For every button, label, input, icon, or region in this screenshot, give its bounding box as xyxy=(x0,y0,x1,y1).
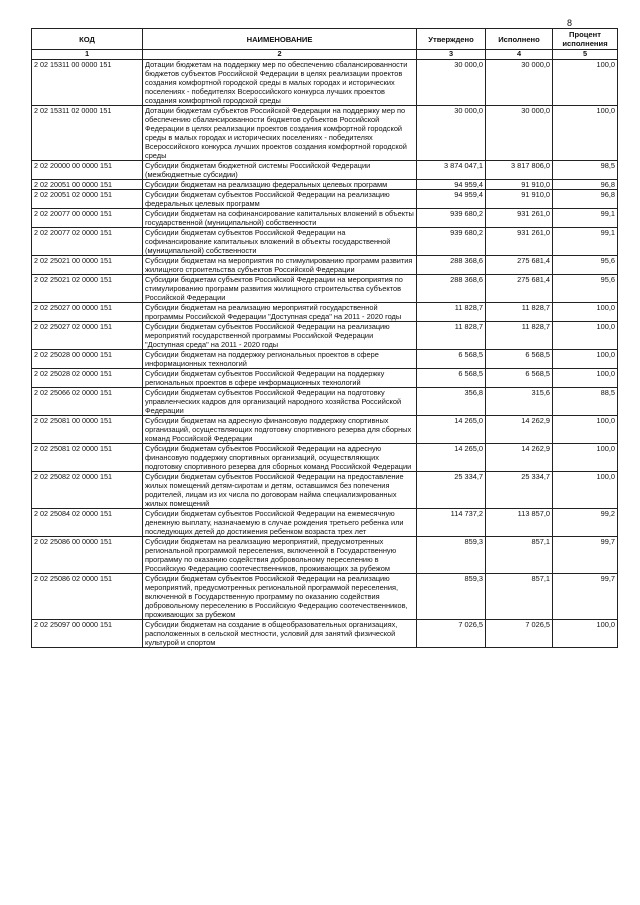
budget-table xyxy=(31,28,618,648)
row-approved: 859,3 xyxy=(417,537,486,574)
row-approved: 859,3 xyxy=(417,574,486,620)
table-row xyxy=(32,106,618,161)
row-name: Субсидии бюджетам субъектов Российской Федерации на предоставление жилых помещений детям-сиротам и детям, оставшимся без попечения родителей, лицам из их числа по договорам найма специализированных жилых помещений xyxy=(143,472,417,509)
row-executed: 14 262,9 xyxy=(486,444,553,472)
row-executed: 3 817 806,0 xyxy=(486,161,553,180)
row-name: Субсидии бюджетам субъектов Российской Федерации на ежемесячную денежную выплату, назначаемую в случае рождения третьего ребенка или последующих детей до достижения ребенком возраста трех лет xyxy=(143,509,417,537)
row-code: 2 02 25028 00 0000 151 xyxy=(32,350,143,369)
row-percent: 96,8 xyxy=(553,180,618,190)
row-percent: 96,8 xyxy=(553,190,618,209)
header-code: КОД xyxy=(32,29,143,50)
row-executed: 275 681,4 xyxy=(486,275,553,303)
table-row xyxy=(32,620,618,648)
row-approved: 288 368,6 xyxy=(417,275,486,303)
table-row xyxy=(32,472,618,509)
header-row xyxy=(32,29,618,50)
row-percent: 100,0 xyxy=(553,444,618,472)
row-code: 2 02 25021 00 0000 151 xyxy=(32,256,143,275)
row-executed: 7 026,5 xyxy=(486,620,553,648)
row-name: Субсидии бюджетам субъектов Российской Федерации на адресную финансовую поддержку спортивных организаций, осуществляющих подготовку спортивного резерва для сборных команд Российской Федерации xyxy=(143,444,417,472)
header-percent: Процент исполнения xyxy=(553,29,618,50)
row-code: 2 02 25086 00 0000 151 xyxy=(32,537,143,574)
row-percent: 100,0 xyxy=(553,60,618,106)
row-code: 2 02 25028 02 0000 151 xyxy=(32,369,143,388)
row-code: 2 02 25021 02 0000 151 xyxy=(32,275,143,303)
row-executed: 25 334,7 xyxy=(486,472,553,509)
column-number-row xyxy=(32,50,618,60)
row-approved: 114 737,2 xyxy=(417,509,486,537)
row-name: Дотации бюджетам субъектов Российской Федерации на поддержку мер по обеспечению сбалансированности бюджетов субъектов Российской Федерации в целях реализации проектов создания комфортной городской среды в малых городах и исторических поселениях - победителях Всероссийского конкурса лучших проектов создания комфортной городской среды xyxy=(143,106,417,161)
table-row xyxy=(32,190,618,209)
row-name: Субсидии бюджетам на реализацию федеральных целевых программ xyxy=(143,180,417,190)
row-name: Субсидии бюджетам субъектов Российской Федерации на подготовку управленческих кадров для организаций народного хозяйства Российской Федерации xyxy=(143,388,417,416)
row-executed: 113 857,0 xyxy=(486,509,553,537)
row-approved: 14 265,0 xyxy=(417,416,486,444)
row-percent: 99,1 xyxy=(553,209,618,228)
row-executed: 6 568,5 xyxy=(486,350,553,369)
row-percent: 100,0 xyxy=(553,350,618,369)
row-code: 2 02 20051 02 0000 151 xyxy=(32,190,143,209)
row-name: Субсидии бюджетам субъектов Российской Федерации на мероприятия по стимулированию программ развития жилищного строительства субъектов Российской Федерации xyxy=(143,275,417,303)
row-executed: 14 262,9 xyxy=(486,416,553,444)
row-executed: 315,6 xyxy=(486,388,553,416)
table-row xyxy=(32,322,618,350)
row-code: 2 02 25086 02 0000 151 xyxy=(32,574,143,620)
header-name: НАИМЕНОВАНИЕ xyxy=(143,29,417,50)
row-approved: 7 026,5 xyxy=(417,620,486,648)
row-executed: 30 000,0 xyxy=(486,60,553,106)
row-percent: 95,6 xyxy=(553,275,618,303)
row-approved: 30 000,0 xyxy=(417,60,486,106)
row-percent: 100,0 xyxy=(553,322,618,350)
table-row xyxy=(32,256,618,275)
row-percent: 88,5 xyxy=(553,388,618,416)
row-code: 2 02 25066 02 0000 151 xyxy=(32,388,143,416)
row-name: Субсидии бюджетам на реализацию мероприятий, предусмотренных региональной программой переселения, включенной в Государственную программу по оказанию содействия добровольному переселению в Российскую Федерацию соотечественников, проживающих за рубежом xyxy=(143,537,417,574)
row-percent: 99,1 xyxy=(553,228,618,256)
row-approved: 6 568,5 xyxy=(417,350,486,369)
row-name: Субсидии бюджетам субъектов Российской Федерации на поддержку региональных проектов в сфере информационных технологий xyxy=(143,369,417,388)
row-percent: 98,5 xyxy=(553,161,618,180)
row-name: Субсидии бюджетам субъектов Российской Федерации на софинансирование капитальных вложений в объекты государственной (муниципальной) собственности xyxy=(143,228,417,256)
table-row xyxy=(32,416,618,444)
row-executed: 275 681,4 xyxy=(486,256,553,275)
table-row xyxy=(32,303,618,322)
column-number: 2 xyxy=(143,50,417,60)
row-executed: 857,1 xyxy=(486,574,553,620)
row-percent: 100,0 xyxy=(553,620,618,648)
row-percent: 100,0 xyxy=(553,472,618,509)
row-name: Субсидии бюджетам на поддержку региональных проектов в сфере информационных технологий xyxy=(143,350,417,369)
row-name: Субсидии бюджетам субъектов Российской Федерации на реализацию мероприятий государственной программы Российской Федерации "Доступная среда" на 2011 - 2020 годы xyxy=(143,322,417,350)
row-executed: 11 828,7 xyxy=(486,322,553,350)
row-percent: 99,7 xyxy=(553,537,618,574)
row-name: Субсидии бюджетам субъектов Российской Федерации на реализацию федеральных целевых программ xyxy=(143,190,417,209)
row-name: Субсидии бюджетам субъектов Российской Федерации на реализацию мероприятий, предусмотренных региональной программой переселения, включенной в Государственную программу по оказанию содействия добровольному переселению в Российскую Федерацию соотечественников, проживающих за рубежом xyxy=(143,574,417,620)
row-percent: 95,6 xyxy=(553,256,618,275)
table-row xyxy=(32,180,618,190)
row-name: Субсидии бюджетам на создание в общеобразовательных организациях, расположенных в сельской местности, условий для занятий физической культурой и спортом xyxy=(143,620,417,648)
row-code: 2 02 25082 02 0000 151 xyxy=(32,472,143,509)
table-row xyxy=(32,509,618,537)
row-approved: 11 828,7 xyxy=(417,303,486,322)
row-percent: 99,7 xyxy=(553,574,618,620)
row-name: Субсидии бюджетам на адресную финансовую поддержку спортивных организаций, осуществляющих подготовку спортивного резерва для сборных команд Российской Федерации xyxy=(143,416,417,444)
row-approved: 30 000,0 xyxy=(417,106,486,161)
table-row xyxy=(32,161,618,180)
row-code: 2 02 20077 00 0000 151 xyxy=(32,209,143,228)
row-approved: 6 568,5 xyxy=(417,369,486,388)
row-code: 2 02 15311 00 0000 151 xyxy=(32,60,143,106)
row-code: 2 02 25027 02 0000 151 xyxy=(32,322,143,350)
row-code: 2 02 25081 00 0000 151 xyxy=(32,416,143,444)
row-name: Субсидии бюджетам на реализацию мероприятий государственной программы Российской Федерации "Доступная среда" на 2011 - 2020 годы xyxy=(143,303,417,322)
column-number: 5 xyxy=(553,50,618,60)
table-row xyxy=(32,275,618,303)
row-approved: 14 265,0 xyxy=(417,444,486,472)
page-number: 8 xyxy=(567,18,573,28)
row-name: Субсидии бюджетам бюджетной системы Российской Федерации (межбюджетные субсидии) xyxy=(143,161,417,180)
row-executed: 11 828,7 xyxy=(486,303,553,322)
row-percent: 100,0 xyxy=(553,369,618,388)
row-code: 2 02 15311 02 0000 151 xyxy=(32,106,143,161)
row-executed: 6 568,5 xyxy=(486,369,553,388)
header-approved: Утверждено xyxy=(417,29,486,50)
table-row xyxy=(32,60,618,106)
row-approved: 94 959,4 xyxy=(417,180,486,190)
row-approved: 356,8 xyxy=(417,388,486,416)
table-row xyxy=(32,350,618,369)
row-executed: 931 261,0 xyxy=(486,209,553,228)
row-executed: 931 261,0 xyxy=(486,228,553,256)
row-approved: 939 680,2 xyxy=(417,209,486,228)
table-row xyxy=(32,574,618,620)
row-name: Дотации бюджетам на поддержку мер по обеспечению сбалансированности бюджетов субъектов Российской Федерации в целях реализации проектов создания комфортной городской среды в малых городах и исторических поселениях - победителях Всероссийского конкурса лучших проектов создания комфортной городской среды xyxy=(143,60,417,106)
row-code: 2 02 20000 00 0000 151 xyxy=(32,161,143,180)
row-percent: 99,2 xyxy=(553,509,618,537)
column-number: 4 xyxy=(486,50,553,60)
row-code: 2 02 25027 00 0000 151 xyxy=(32,303,143,322)
row-executed: 91 910,0 xyxy=(486,180,553,190)
table-row xyxy=(32,537,618,574)
row-executed: 30 000,0 xyxy=(486,106,553,161)
column-number: 1 xyxy=(32,50,143,60)
table-row xyxy=(32,209,618,228)
row-approved: 94 959,4 xyxy=(417,190,486,209)
row-approved: 288 368,6 xyxy=(417,256,486,275)
row-code: 2 02 20051 00 0000 151 xyxy=(32,180,143,190)
row-name: Субсидии бюджетам на софинансирование капитальных вложений в объекты государственной (муниципальной) собственности xyxy=(143,209,417,228)
header-executed: Исполнено xyxy=(486,29,553,50)
row-code: 2 02 25097 00 0000 151 xyxy=(32,620,143,648)
row-percent: 100,0 xyxy=(553,106,618,161)
row-executed: 857,1 xyxy=(486,537,553,574)
table-row xyxy=(32,369,618,388)
row-percent: 100,0 xyxy=(553,303,618,322)
row-code: 2 02 20077 02 0000 151 xyxy=(32,228,143,256)
table-row xyxy=(32,228,618,256)
table-row xyxy=(32,388,618,416)
table-row xyxy=(32,444,618,472)
row-approved: 11 828,7 xyxy=(417,322,486,350)
row-approved: 3 874 047,1 xyxy=(417,161,486,180)
row-approved: 25 334,7 xyxy=(417,472,486,509)
row-percent: 100,0 xyxy=(553,416,618,444)
row-code: 2 02 25084 02 0000 151 xyxy=(32,509,143,537)
column-number: 3 xyxy=(417,50,486,60)
row-name: Субсидии бюджетам на мероприятия по стимулированию программ развития жилищного строительства субъектов Российской Федерации xyxy=(143,256,417,275)
row-approved: 939 680,2 xyxy=(417,228,486,256)
row-code: 2 02 25081 02 0000 151 xyxy=(32,444,143,472)
row-executed: 91 910,0 xyxy=(486,190,553,209)
